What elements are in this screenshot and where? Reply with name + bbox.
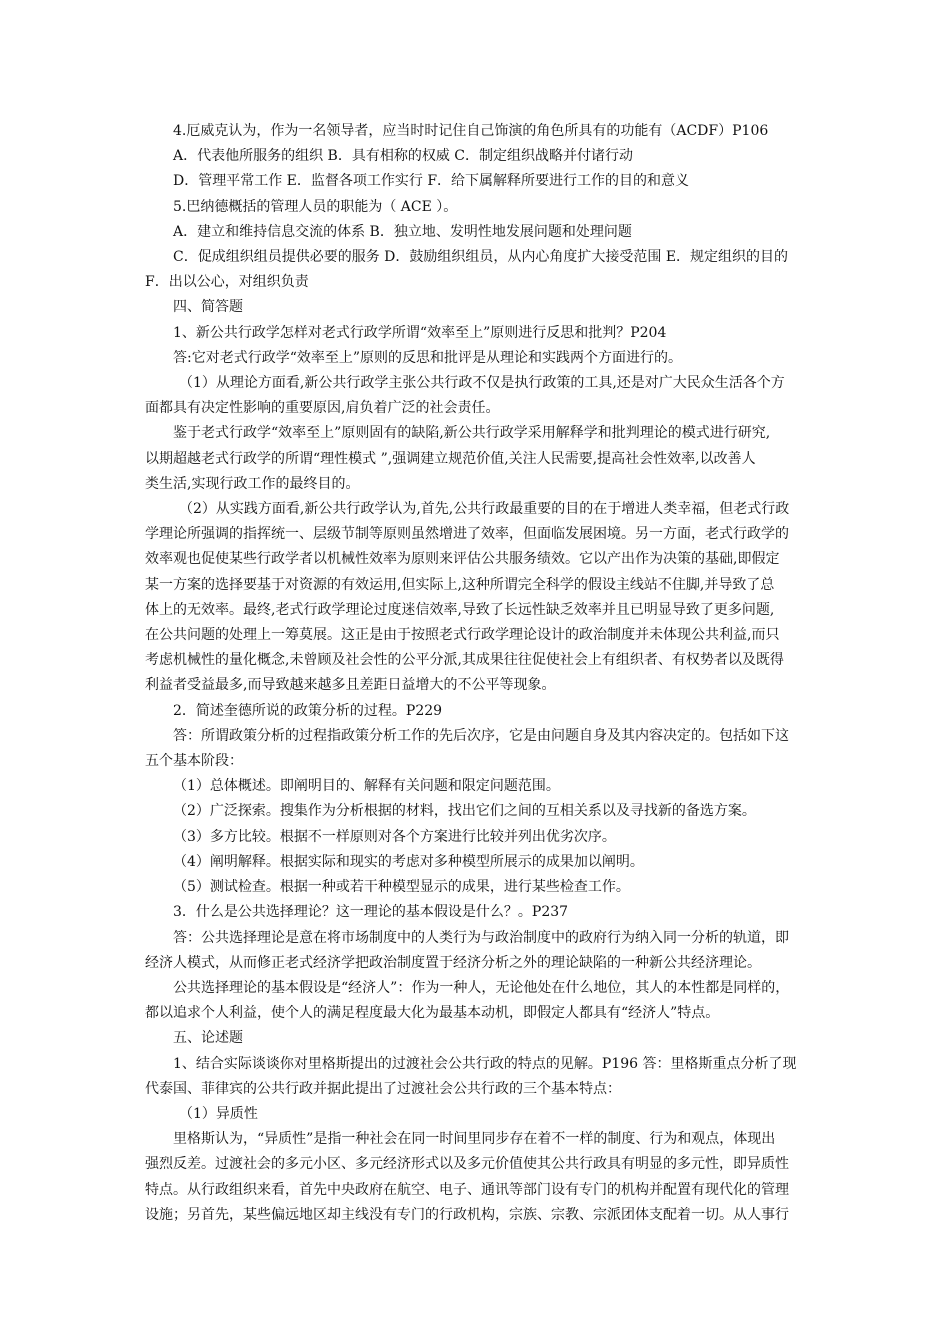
text-line: 面都具有决定性影响的重要原因,肩负着广泛的社会责任。: [145, 400, 500, 417]
text-line: 鉴于老式行政学“效率至上”原则固有的缺陷,新公共行政学采用解释学和批判理论的模式进行研究,: [173, 425, 771, 442]
text-line: 某一方案的选择要基于对资源的有效运用,但实际上,这种所谓完全科学的假设主线站不住脚,并导致了总: [145, 576, 775, 593]
text-line: A．代表他所服务的组织 B．具有相称的权威 C．制定组织战略并付诸行动: [173, 148, 634, 165]
text-line: A．建立和维持信息交流的体系 B．独立地、发明性地发展问题和处理问题: [173, 223, 632, 240]
text-line: 4.厄威克认为，作为一名领导者，应当时时记住自己饰演的角色所具有的功能有（ACDF）P106: [173, 123, 769, 139]
text-line: 3．什么是公共选择理论？这一理论的基本假设是什么？。P237: [173, 904, 569, 921]
text-line: （1）异质性: [179, 1105, 258, 1122]
text-line: 都以追求个人利益，使个人的满足程度最大化为最基本动机，即假定人都具有“经济人”特点。: [145, 1005, 720, 1022]
text-line: 2．简述奎德所说的政策分析的过程。P229: [173, 702, 443, 719]
text-line: （4）阐明解释。根据实际和现实的考虑对多种模型所展示的成果加以阐明。: [173, 853, 644, 870]
text-line: （5）测试检查。根据一种或若干种模型显示的成果，进行某些检查工作。: [173, 879, 630, 896]
text-line: 利益者受益最多,而导致越来越多且差距日益增大的不公平等现象。: [145, 677, 556, 694]
text-line: 考虑机械性的量化概念,未曾顾及社会性的公平分派,其成果往往促使社会上有组织者、有权势者以及既得: [145, 652, 784, 669]
text-line: 学理论所强调的指挥统一、层级节制等原则虽然增进了效率，但面临发展困境。另一方面，老式行政学的: [145, 526, 789, 543]
text-line: 特点。从行政组织来看，首先中央政府在航空、电子、通讯等部门设有专门的机构并配置有现代化的管理: [145, 1181, 789, 1198]
text-line: 答：所谓政策分析的过程指政策分析工作的先后次序，它是由问题自身及其内容决定的。包括如下这: [173, 727, 789, 744]
text-line: （1）总体概述。即阐明目的、解释有关问题和限定问题范围。: [173, 778, 560, 795]
text-line: （2）广泛探索。搜集作为分析根据的材料，找出它们之间的互相关系以及寻找新的备选方案。: [173, 803, 756, 820]
text-line: （3）多方比较。根据不一样原则对各个方案进行比较并列出优劣次序。: [173, 828, 616, 845]
text-line: 经济人模式，从而修正老式经济学把政治制度置于经济分析之外的理论缺陷的一种新公共经济理论。: [145, 954, 761, 971]
text-line: 以期超越老式行政学的所谓“理性模式 ”,强调建立规范价值,关注人民需要,提高社会性效率,以改善人: [145, 450, 756, 467]
text-line: 类生活,实现行政工作的最终目的。: [145, 475, 360, 492]
text-line: 体上的无效率。最终,老式行政学理论过度迷信效率,导致了长远性缺乏效率并且已明显导致了更多问题,: [145, 601, 775, 618]
text-line: 答:它对老式行政学“效率至上”原则的反思和批评是从理论和实践两个方面进行的。: [173, 349, 683, 366]
text-line: 答：公共选择理论是意在将市场制度中的人类行为与政治制度中的政府行为纳入同一分析的轨道，即: [173, 929, 789, 946]
text-line: 5.巴纳德概括的管理人员的职能为（ ACE ）。: [173, 198, 458, 215]
text-line: 效率观也促使某些行政学者以机械性效率为原则来评估公共服务绩效。它以产出作为决策的基础,即假定: [145, 551, 780, 568]
text-line: （1）从理论方面看,新公共行政学主张公共行政不仅是执行政策的工具,还是对广大民众生活各个方: [179, 375, 785, 392]
text-line: F．出以公心，对组织负责: [145, 274, 309, 291]
text-line: 代泰国、菲律宾的公共行政并据此提出了过渡社会公共行政的三个基本特点：: [145, 1080, 621, 1097]
text-line: C．促成组织组员提供必要的服务 D．鼓励组织组员，从内心角度扩大接受范围 E．规定组织的目的: [173, 249, 789, 266]
text-line: 五、论述题: [173, 1030, 243, 1047]
text-line: 1、结合实际谈谈你对里格斯提出的过渡社会公共行政的特点的见解。P196 答：里格斯重点分析了现: [173, 1055, 797, 1072]
text-line: 里格斯认为，“异质性”是指一种社会在同一时间里同步存在着不一样的制度、行为和观点，体现出: [173, 1131, 776, 1148]
text-line: 强烈反差。过渡社会的多元小区、多元经济形式以及多元价值使其公共行政具有明显的多元性，即异质性: [145, 1156, 789, 1173]
text-line: D．管理平常工作 E．监督各项工作实行 F．给下属解释所要进行工作的目的和意义: [173, 173, 690, 190]
text-line: 公共选择理论的基本假设是“经济人”：作为一种人，无论他处在什么地位，其人的本性都是同样的，: [173, 979, 790, 996]
text-line: 在公共问题的处理上一筹莫展。这正是由于按照老式行政学理论设计的政治制度并未体现公共利益,而只: [145, 627, 780, 644]
text-line: （2）从实践方面看,新公共行政学认为,首先,公共行政最重要的目的在于增进人类幸福，但老式行政: [179, 501, 790, 518]
text-line: 1、新公共行政学怎样对老式行政学所谓“效率至上”原则进行反思和批判？P204: [173, 324, 667, 341]
text-line: 五个基本阶段：: [145, 753, 243, 770]
text-line: 四、简答题: [173, 299, 243, 316]
text-line: 设施；另首先，某些偏远地区却主线没有专门的行政机构，宗族、宗教、宗派团体支配着一切。从人事行: [145, 1206, 789, 1223]
